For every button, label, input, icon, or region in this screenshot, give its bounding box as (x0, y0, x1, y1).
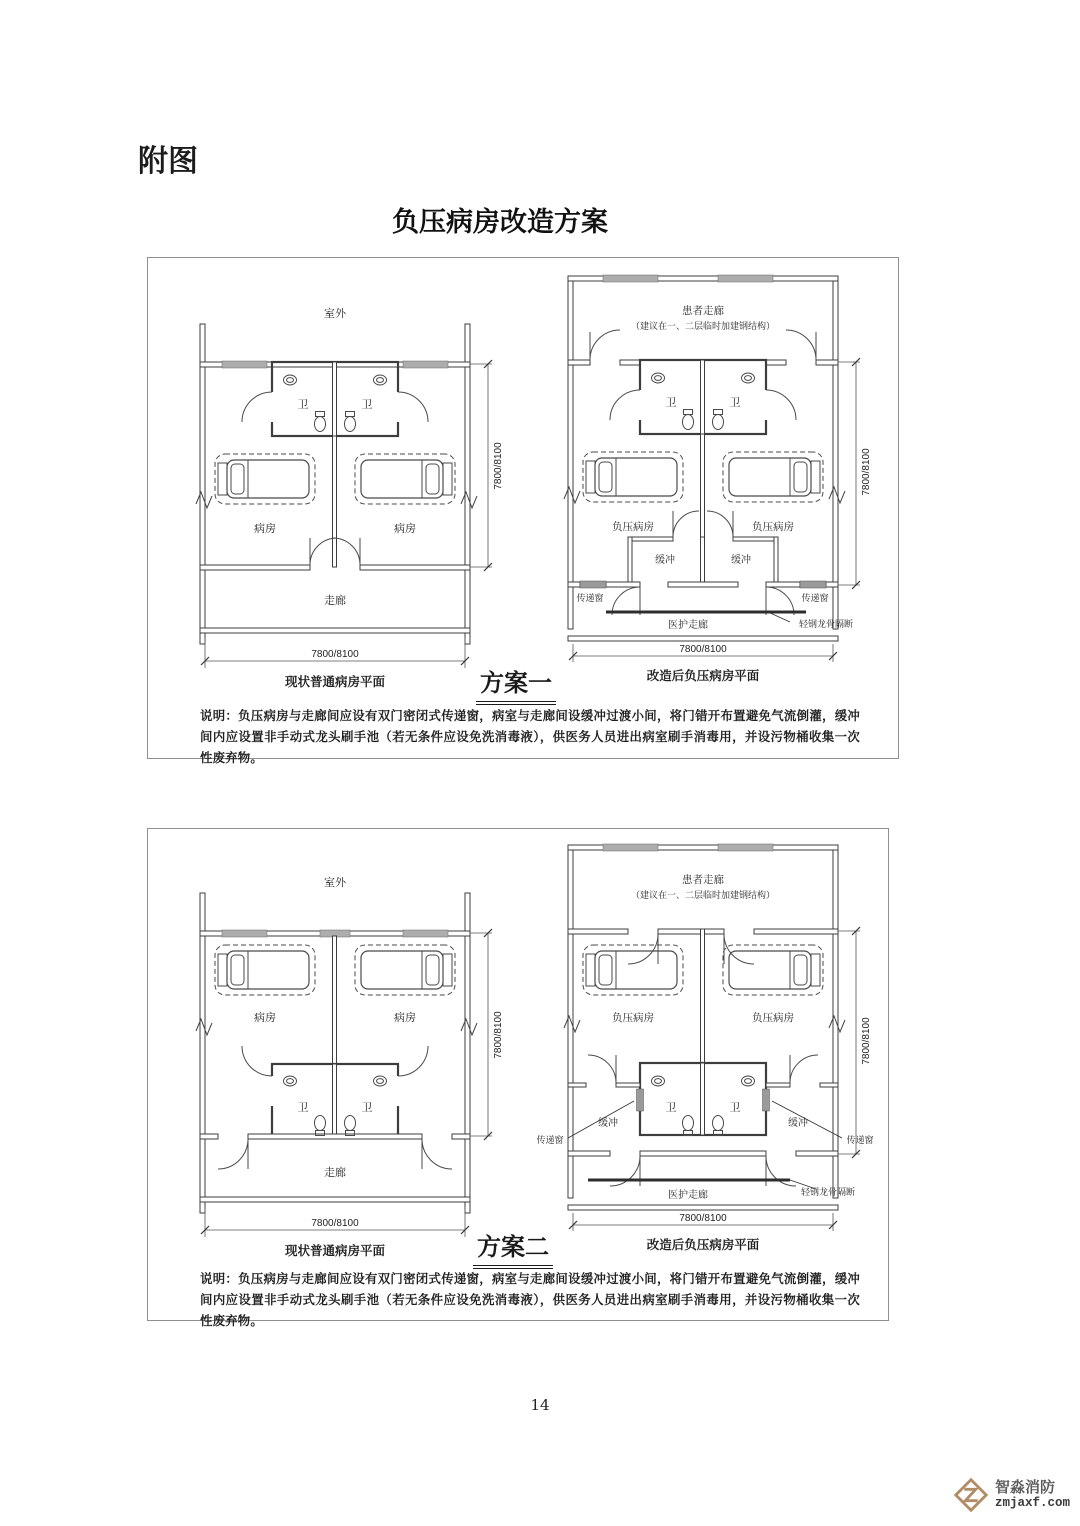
plan-caption: 改造后负压病房平面 (646, 669, 760, 683)
dimension-lines (201, 929, 492, 1237)
negative-ward-label: 负压病房 (752, 1012, 794, 1024)
brand-name: 智淼消防 (995, 1479, 1056, 1497)
toilet-label: 卫 (361, 399, 373, 411)
negative-ward-label: 负压病房 (612, 521, 654, 533)
dimension-lines (569, 358, 860, 662)
steel-partition-label: 轻钢龙骨隔断 (800, 1187, 856, 1197)
toilet-label: 卫 (297, 399, 309, 411)
page-number: 14 (530, 1396, 550, 1414)
plan-caption: 现状普通病房平面 (284, 1244, 386, 1258)
toilet-label: 卫 (665, 1102, 677, 1114)
ward-label: 病房 (394, 523, 416, 535)
window (403, 361, 448, 368)
toilet-label: 卫 (665, 397, 677, 409)
dim-horizontal: 7800/8100 (679, 1213, 727, 1224)
buffer-label: 缓冲 (655, 555, 675, 566)
scheme1-renovated-ward-plan (528, 264, 883, 704)
buffer-label: 缓冲 (731, 555, 751, 566)
buffer-label: 缓冲 (788, 1118, 808, 1129)
window (222, 361, 267, 368)
dimension-lines (201, 360, 492, 668)
plan-caption: 现状普通病房平面 (284, 675, 386, 689)
toilet-label: 卫 (297, 1102, 309, 1114)
toilet-label: 卫 (729, 1102, 741, 1114)
attachment-label: 附图 (138, 144, 198, 179)
dim-horizontal: 7800/8100 (311, 649, 359, 660)
watermark (952, 1476, 1070, 1514)
corridor-label: 走廊 (324, 1167, 346, 1179)
scheme2-renovated-ward-plan (528, 833, 883, 1273)
patient-corridor-label: 患者走廊 (682, 874, 724, 886)
scheme2-figure (147, 828, 889, 1329)
dim-vertical: 7800/8100 (861, 448, 872, 496)
steel-partition-label: 轻钢龙骨隔断 (798, 619, 854, 629)
dim-vertical: 7800/8100 (493, 442, 504, 490)
dim-vertical: 7800/8100 (861, 1017, 872, 1065)
leader-line (772, 1101, 842, 1138)
scheme1-existing-ward-plan (160, 272, 515, 712)
pass-window (800, 581, 826, 588)
scheme1-title: 方案一 (451, 663, 581, 705)
scheme2-title: 方案二 (448, 1227, 578, 1269)
pass-window (763, 1089, 770, 1111)
scheme2-existing-ward-plan (160, 841, 515, 1281)
pass-window-label: 传递窗 (801, 593, 829, 603)
staff-corridor-label: 医护走廊 (668, 1190, 708, 1201)
brand-domain: zmjaxf.com (995, 1496, 1071, 1511)
buffer-label: 缓冲 (598, 1118, 618, 1129)
leader-line (568, 1101, 634, 1138)
patient-corridor-note: （建议在一、二层临时加建钢结构） (630, 890, 776, 900)
scheme2-note: 说明：负压病房与走廊间应设有双门密闭式传递窗，病室与走廊间设缓冲过渡小间，将门错开布置避免气流倒灌，缓冲间内应设置非手动式龙头刷手池（若无条件应设免洗消毒液），供医务人员进出病室刷手消毒用，并设污物桶收集一次性废弃物。 (200, 1272, 860, 1329)
patient-corridor-label: 患者走廊 (682, 305, 724, 317)
negative-ward-label: 负压病房 (752, 521, 794, 533)
ward-label: 病房 (254, 1012, 276, 1024)
outdoor-label: 室外 (324, 877, 346, 889)
brand-logo-icon (952, 1476, 990, 1514)
pass-window (637, 1089, 644, 1111)
scheme1-note: 说明：负压病房与走廊间应设有双门密闭式传递窗，病室与走廊间设缓冲过渡小间，将门错开布置避免气流倒灌，缓冲间内应设置非手动式龙头刷手池（若无条件应设免洗消毒液），供医务人员进出病室刷手消毒用，并设污物桶收集一次性废弃物。 (200, 709, 860, 766)
page-title: 负压病房改造方案 (392, 207, 608, 238)
staff-corridor-label: 医护走廊 (668, 620, 708, 631)
toilet-label: 卫 (361, 1102, 373, 1114)
patient-corridor-note: （建议在一、二层临时加建钢结构） (630, 321, 776, 331)
dim-horizontal: 7800/8100 (679, 644, 727, 655)
outdoor-label: 室外 (324, 308, 346, 320)
walls (200, 893, 470, 1213)
pass-window-label: 传递窗 (576, 593, 604, 603)
pass-window-label: 传递窗 (846, 1135, 874, 1145)
toilet-label: 卫 (729, 397, 741, 409)
ward-label: 病房 (394, 1012, 416, 1024)
dim-vertical: 7800/8100 (493, 1011, 504, 1059)
corridor-label: 走廊 (324, 595, 346, 607)
pass-window-label: 传递窗 (536, 1135, 564, 1145)
negative-ward-label: 负压病房 (612, 1012, 654, 1024)
plan-caption: 改造后负压病房平面 (646, 1238, 760, 1252)
pass-window (580, 581, 606, 588)
scheme1-figure (147, 257, 899, 766)
dim-horizontal: 7800/8100 (311, 1218, 359, 1229)
ward-label: 病房 (254, 523, 276, 535)
